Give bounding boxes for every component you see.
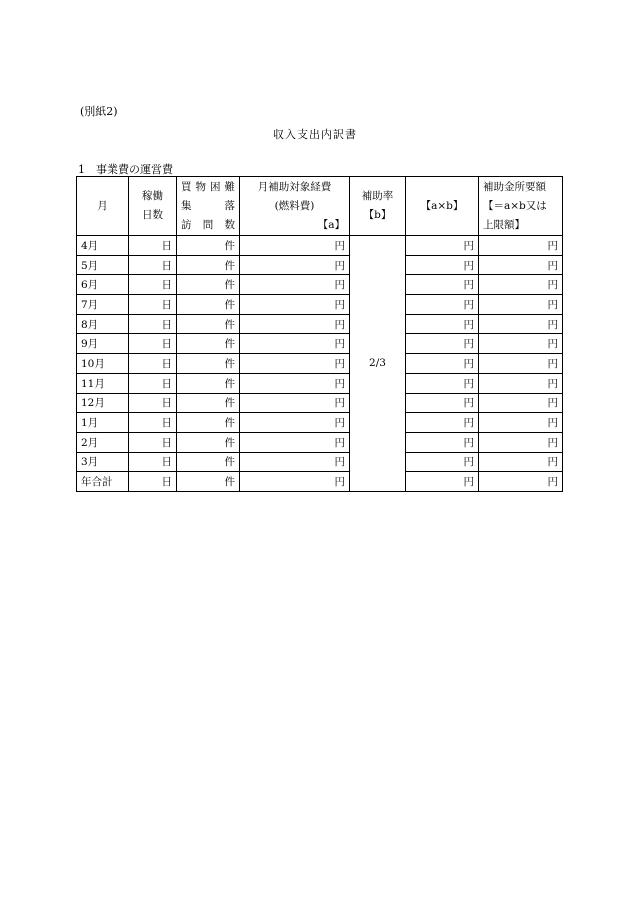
header-visits-line3: 訪 問 数 [181,218,235,231]
income-expense-table [76,176,563,492]
a-times-b-cell[interactable]: 円 [406,413,479,433]
required-amount-cell[interactable]: 円 [479,334,563,354]
subsidy-target-cell[interactable]: 円 [240,432,350,452]
visits-cell[interactable]: 件 [177,255,240,275]
required-amount-cell[interactable]: 円 [479,432,563,452]
required-amount-cell[interactable]: 円 [479,295,563,315]
subsidy-target-cell[interactable]: 円 [240,255,350,275]
a-times-b-cell[interactable]: 円 [406,472,479,492]
operating-days-cell[interactable]: 日 [129,255,177,275]
required-amount-cell[interactable]: 円 [479,354,563,374]
month-cell[interactable]: 4月 [77,236,129,256]
operating-days-cell[interactable]: 日 [129,334,177,354]
a-times-b-cell[interactable]: 円 [406,373,479,393]
a-times-b-cell[interactable]: 円 [406,393,479,413]
visits-cell[interactable]: 件 [177,354,240,374]
month-cell[interactable]: 12月 [77,393,129,413]
month-cell[interactable]: 9月 [77,334,129,354]
a-times-b-cell[interactable]: 円 [406,452,479,472]
header-visits [177,177,240,236]
table-row [77,334,563,354]
a-times-b-cell[interactable]: 円 [406,255,479,275]
table-row [77,432,563,452]
document-title: 収入支出内訳書 [273,128,357,141]
operating-days-cell[interactable]: 日 [129,432,177,452]
header-subsidy-rate-line1: 補助率 [361,190,394,202]
a-times-b-cell[interactable]: 円 [406,314,479,334]
month-cell[interactable]: 10月 [77,354,129,374]
required-amount-cell[interactable]: 円 [479,393,563,413]
subsidy-target-cell[interactable]: 円 [240,275,350,295]
table-body [77,236,563,492]
header-visits-line1: 買 物 困 難 [181,180,235,193]
month-cell[interactable]: 11月 [77,373,129,393]
operating-days-cell[interactable]: 日 [129,373,177,393]
table-row [77,275,563,295]
annex-label: (別紙2) [80,105,118,118]
header-subsidy-rate [350,177,406,236]
month-cell[interactable]: 5月 [77,255,129,275]
header-operating-days-line2: 日数 [142,209,163,221]
a-times-b-cell[interactable]: 円 [406,354,479,374]
table-row [77,472,563,492]
visits-cell[interactable]: 件 [177,393,240,413]
subsidy-target-cell[interactable]: 円 [240,452,350,472]
required-amount-cell[interactable]: 円 [479,472,563,492]
table-row [77,452,563,472]
month-cell[interactable]: 1月 [77,413,129,433]
subsidy-target-cell[interactable]: 円 [240,472,350,492]
subsidy-target-cell[interactable]: 円 [240,373,350,393]
header-subsidy-target [240,177,350,236]
month-cell[interactable]: 年合計 [77,472,129,492]
subsidy-target-cell[interactable]: 円 [240,314,350,334]
table-row [77,393,563,413]
table-row [77,236,563,256]
header-subsidy-rate-line2: 【b】 [363,209,392,221]
month-cell[interactable]: 8月 [77,314,129,334]
header-required-amount [479,177,563,236]
operating-days-cell[interactable]: 日 [129,393,177,413]
header-required-amount-line2: 【＝a×b又は [483,199,547,212]
table-row [77,354,563,374]
a-times-b-cell[interactable]: 円 [406,334,479,354]
operating-days-cell[interactable]: 日 [129,275,177,295]
subsidy-target-cell[interactable]: 円 [240,334,350,354]
visits-cell[interactable]: 件 [177,314,240,334]
header-operating-days-line1: 稼働 [142,190,163,202]
month-cell[interactable]: 3月 [77,452,129,472]
operating-days-cell[interactable]: 日 [129,452,177,472]
a-times-b-cell[interactable]: 円 [406,236,479,256]
required-amount-cell[interactable]: 円 [479,314,563,334]
visits-cell[interactable]: 件 [177,236,240,256]
subsidy-rate-cell: 2/3 [350,236,406,492]
table-row [77,314,563,334]
header-subsidy-target-line1: 月補助対象経費 [257,180,332,193]
required-amount-cell[interactable]: 円 [479,452,563,472]
subsidy-target-cell[interactable]: 円 [240,393,350,413]
required-amount-cell[interactable]: 円 [479,275,563,295]
visits-cell[interactable]: 件 [177,295,240,315]
header-month: 月 [77,177,129,236]
visits-cell[interactable]: 件 [177,472,240,492]
subsidy-target-cell[interactable]: 円 [240,354,350,374]
section-heading: 1 事業費の運営費 [78,163,173,176]
visits-cell[interactable]: 件 [177,373,240,393]
header-subsidy-target-line2: (燃料費) [274,199,315,212]
month-cell[interactable]: 6月 [77,275,129,295]
subsidy-target-cell[interactable]: 円 [240,236,350,256]
a-times-b-cell[interactable]: 円 [406,432,479,452]
header-operating-days [129,177,177,236]
visits-cell[interactable]: 件 [177,413,240,433]
table-row [77,373,563,393]
visits-cell[interactable]: 件 [177,432,240,452]
operating-days-cell[interactable]: 日 [129,236,177,256]
subsidy-target-cell[interactable]: 円 [240,413,350,433]
required-amount-cell[interactable]: 円 [479,413,563,433]
subsidy-target-cell[interactable]: 円 [240,295,350,315]
operating-days-cell[interactable]: 日 [129,295,177,315]
visits-cell[interactable]: 件 [177,275,240,295]
table-row [77,413,563,433]
operating-days-cell[interactable]: 日 [129,354,177,374]
month-cell[interactable]: 7月 [77,295,129,315]
required-amount-cell[interactable]: 円 [479,236,563,256]
operating-days-cell[interactable]: 日 [129,472,177,492]
header-visits-line2: 集 落 [181,199,235,212]
operating-days-cell[interactable]: 日 [129,413,177,433]
header-required-amount-line3: 上限額】 [483,218,525,231]
visits-cell[interactable]: 件 [177,452,240,472]
required-amount-cell[interactable]: 円 [479,255,563,275]
header-subsidy-target-line3: 【a】 [317,218,345,231]
table-row [77,255,563,275]
visits-cell[interactable]: 件 [177,334,240,354]
a-times-b-cell[interactable]: 円 [406,295,479,315]
operating-days-cell[interactable]: 日 [129,314,177,334]
month-cell[interactable]: 2月 [77,432,129,452]
header-required-amount-line1: 補助金所要額 [483,180,546,193]
a-times-b-cell[interactable]: 円 [406,275,479,295]
header-a-times-b: 【a×b】 [406,177,479,236]
required-amount-cell[interactable]: 円 [479,373,563,393]
table-row [77,295,563,315]
